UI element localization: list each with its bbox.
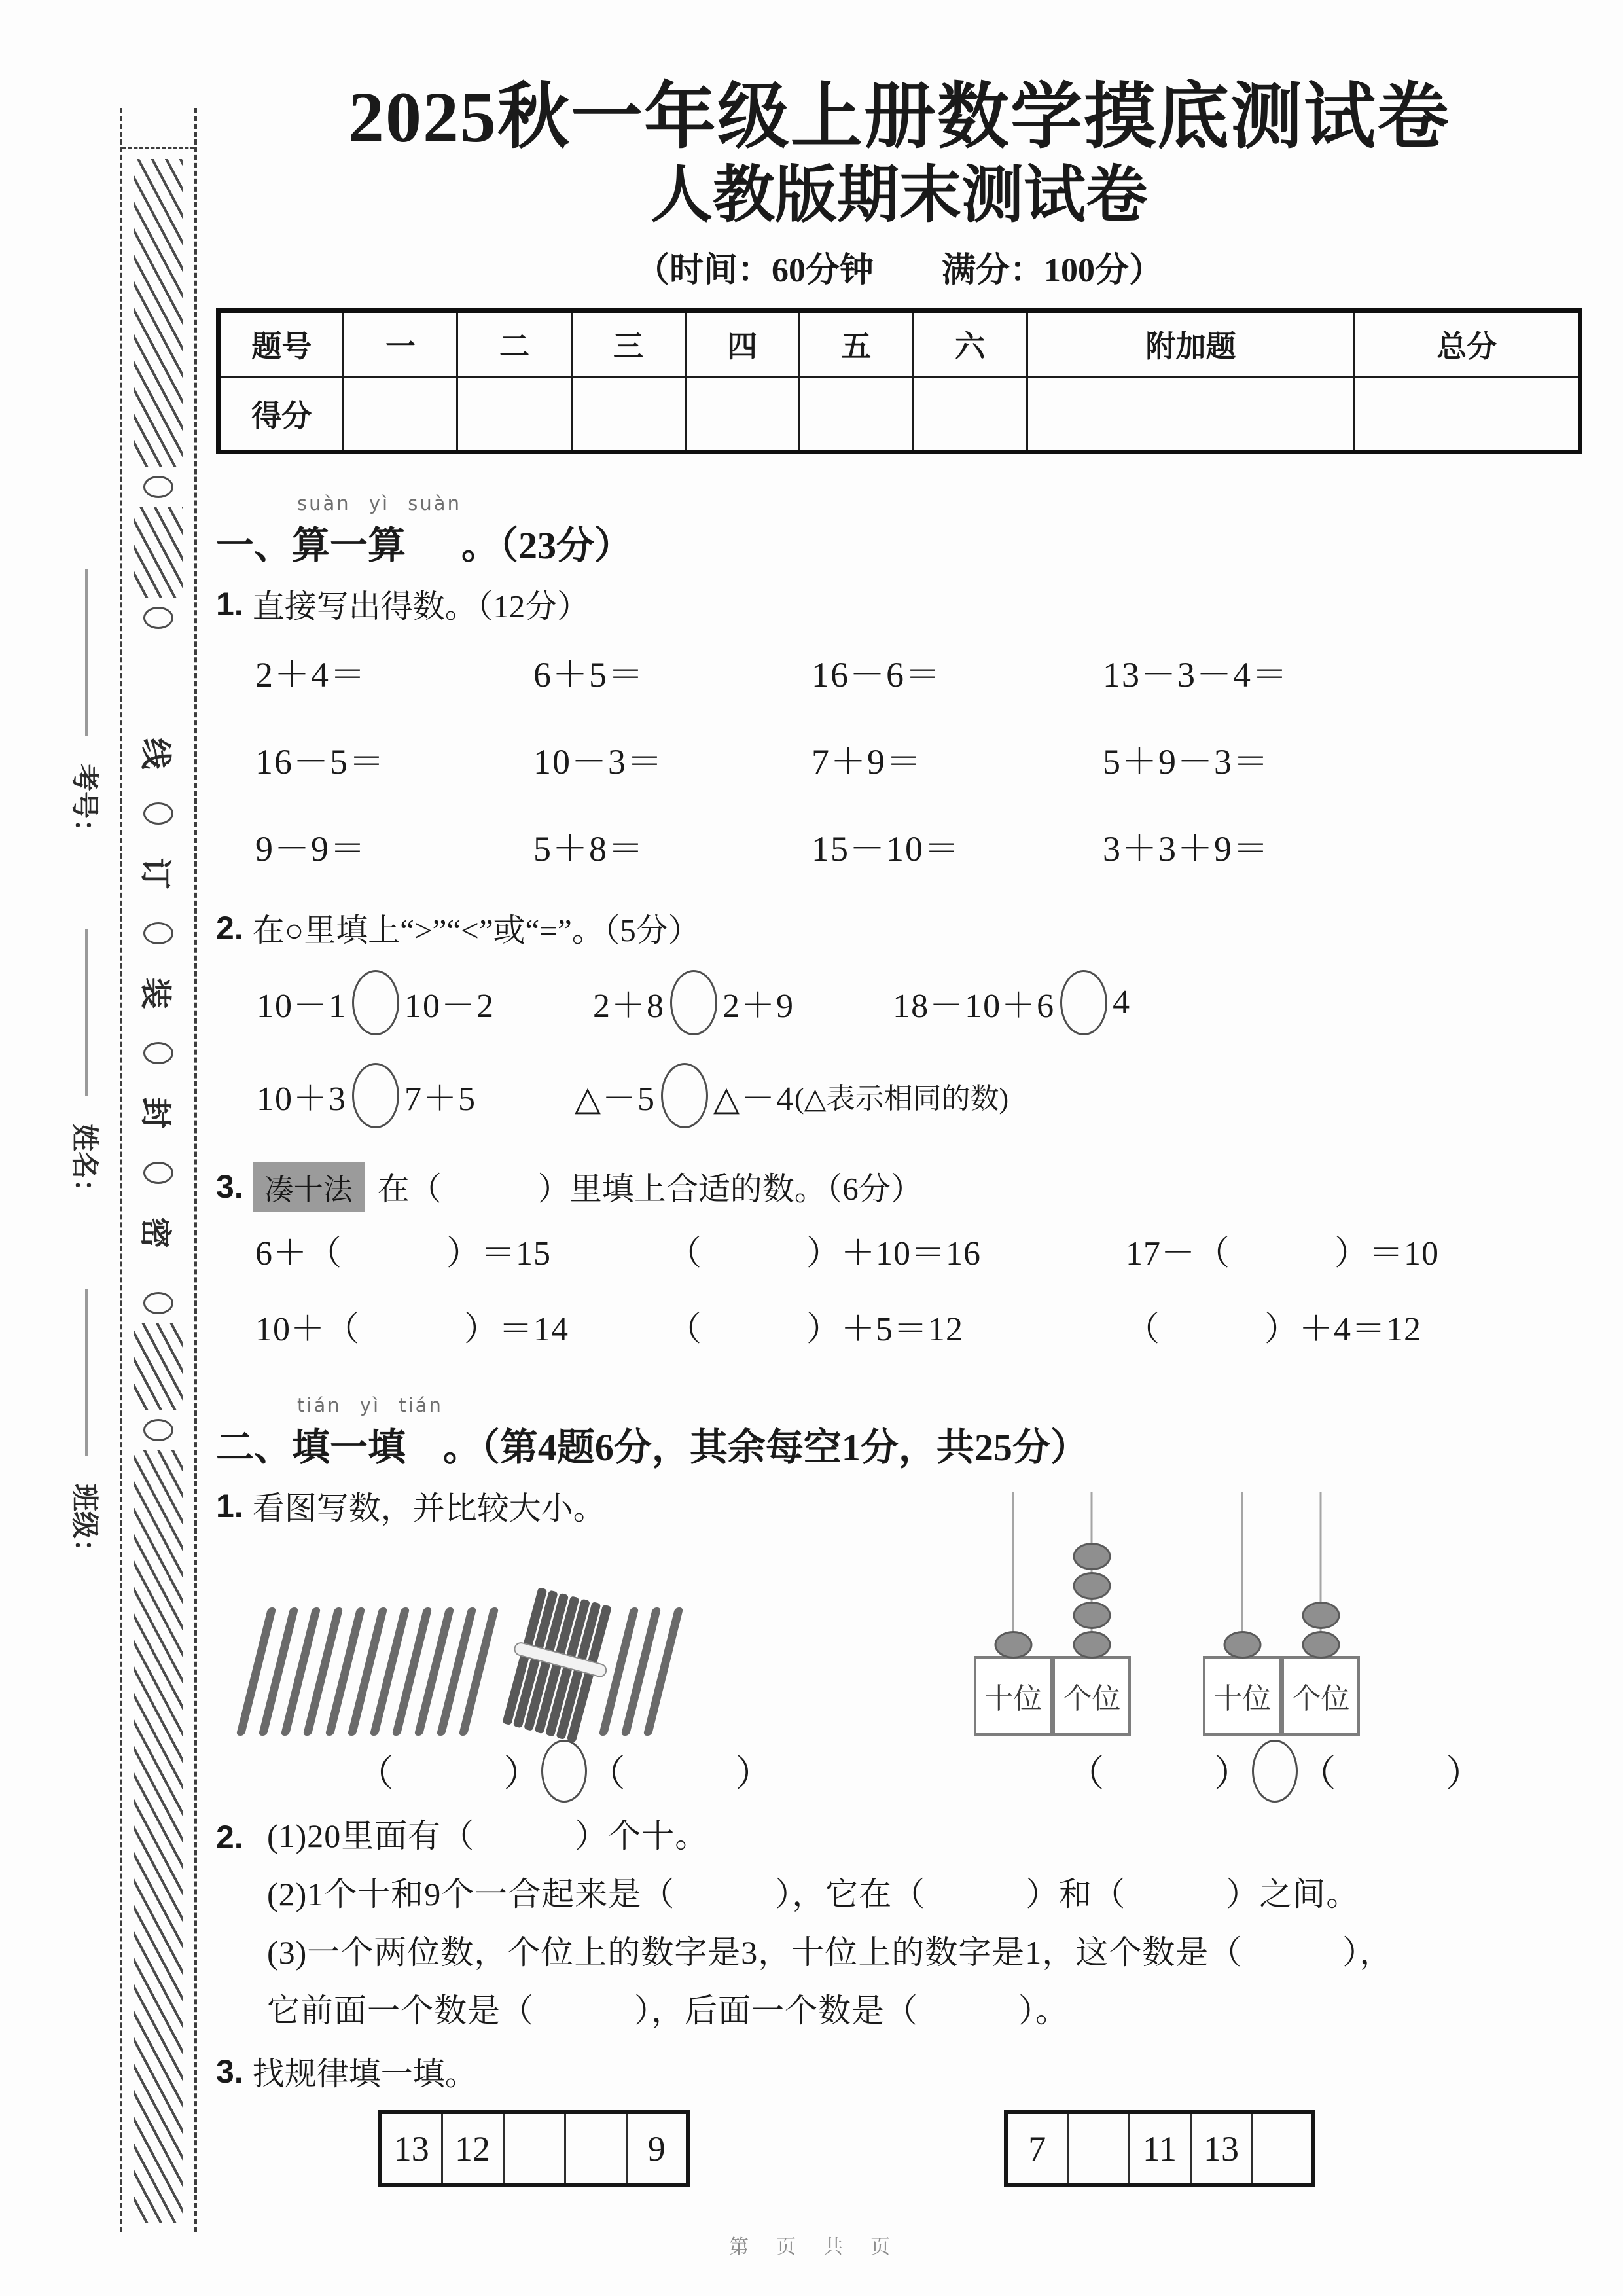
binding-circle: [143, 607, 173, 629]
bundle-group: [519, 1595, 668, 1736]
abacus-rod: [1091, 1492, 1093, 1659]
compare-circle: [541, 1740, 587, 1803]
score-header-cell: 四: [685, 310, 799, 377]
binding-line-strip: [120, 108, 197, 2232]
abacus-bead: [1223, 1631, 1261, 1659]
binding-char: 线: [137, 738, 173, 770]
score-header-cell: 二: [457, 310, 571, 377]
compare-right-expression: △－4: [713, 1081, 795, 1119]
score-empty-cell: [1027, 377, 1355, 452]
abacus: [974, 1656, 1131, 1736]
sequence-cell: [1067, 2112, 1129, 2185]
loose-sticks-group: [252, 1607, 483, 1736]
compare-right-expression: 7＋5: [404, 1081, 477, 1119]
compare-item: [593, 970, 794, 1035]
score-table: [216, 308, 1582, 454]
question-text: 直接写出得数。（12分）: [252, 588, 590, 624]
sequence-row: [380, 2112, 688, 2185]
abacus-rod: [1320, 1492, 1322, 1659]
sticks-images: [216, 1539, 913, 1736]
sequence-row: [1006, 2112, 1313, 2185]
abacus-place-cell: [1052, 1656, 1131, 1736]
question-number: 3.: [216, 1168, 243, 1206]
figure-row: [216, 1539, 1582, 1803]
abacus-place-cell: [974, 1656, 1052, 1736]
score-header-cell: 总分: [1355, 310, 1580, 377]
compare-right-expression: 10－2: [404, 988, 495, 1026]
margin-field: [60, 569, 113, 847]
paper-content: [216, 0, 1582, 2187]
abacus-place-cell: [1203, 1656, 1281, 1736]
arith-expression: 16－5＝: [255, 742, 385, 781]
arith-expression: 10－3＝: [533, 742, 664, 781]
fill-blank-lines: [267, 1816, 1582, 2032]
answer-circle: [1060, 970, 1107, 1035]
field-label: 班级：: [69, 1483, 99, 1567]
section1-number: 一、: [216, 524, 293, 567]
binding-circle: [143, 1162, 173, 1184]
abacus-place-label: 十位: [984, 1682, 1043, 1715]
score-value-row: [219, 377, 1580, 452]
binding-hatch: [134, 507, 183, 598]
field-write-line: [85, 1289, 88, 1456]
binding-text: [137, 717, 174, 1270]
sequence-cell: 13: [1190, 2112, 1252, 2185]
abacus-bead: [1073, 1543, 1111, 1570]
sequence-cell: 7: [1006, 2112, 1067, 2185]
section2-tail: 。（第4题6分，其余每空1分，共25分）: [442, 1426, 1088, 1469]
fill-expression: （ ）＋5＝12: [668, 1311, 964, 1349]
binding-circle: [143, 922, 173, 944]
s2-question2: [216, 1816, 1582, 2032]
question-number: 3.: [216, 2053, 243, 2090]
binding-circle: [143, 1042, 173, 1064]
section2-pinyin: tián yì tián: [297, 1393, 443, 1416]
page-title: 2025秋一年级上册数学摸底测试卷: [348, 77, 1450, 157]
fill-expression: 6＋（ ）＝15: [255, 1235, 552, 1273]
score-empty-cell: [571, 377, 685, 452]
fill-blank-line: (1)20里面有（ ）个十。: [267, 1817, 709, 1854]
abacus-place-label: 十位: [1213, 1682, 1272, 1715]
score-header-cell: 五: [799, 310, 913, 377]
abacus-figure-column: [967, 1539, 1582, 1803]
question-number: 2.: [216, 909, 243, 946]
binding-circle: [143, 802, 173, 825]
binding-char: 封: [137, 1097, 173, 1129]
s2-question3-heading: [216, 2049, 1582, 2094]
answer-circle: [661, 1063, 708, 1128]
fill-blank-line: (2)1个十和9个一合起来是（ ），它在（ ）和（ ）之间。: [267, 1875, 1360, 1912]
score-empty-cell: [799, 377, 913, 452]
binding-circle: [143, 1292, 173, 1314]
abacus-bead: [1073, 1631, 1111, 1659]
section2-number: 二、: [216, 1426, 293, 1469]
arith-expression: 13－3－4＝: [1103, 655, 1289, 694]
binding-char: 装: [137, 977, 173, 1009]
binding-char: 密: [137, 1217, 173, 1249]
answer-blank: （ ）: [357, 1753, 541, 1795]
loose-sticks-small-group: [615, 1607, 668, 1736]
section2-word-wrap: [292, 1394, 443, 1471]
answer-blank: （ ）: [1067, 1753, 1251, 1795]
sequence-table: [1004, 2110, 1315, 2187]
fill-expression: 10＋（ ）＝14: [255, 1311, 569, 1349]
abacus-images: [967, 1539, 1582, 1736]
question-number: 2.: [216, 1818, 243, 1856]
abacus-bead: [1073, 1602, 1111, 1629]
fill-expression: （ ）＋4＝12: [1126, 1311, 1422, 1349]
section1-heading: [216, 492, 1582, 569]
arith-expression: 7＋9＝: [812, 742, 923, 781]
abacus-bead: [1302, 1602, 1340, 1629]
field-label: 姓名：: [69, 1123, 99, 1207]
question-number: 1.: [216, 1487, 243, 1524]
question-number: 1.: [216, 585, 243, 622]
compare-left-expression: 18－10＋6: [893, 988, 1056, 1026]
fill-row: [216, 1225, 1582, 1275]
score-header-cell: 题号: [219, 310, 344, 377]
binding-top-box: [122, 108, 194, 149]
sequence-cell: 9: [626, 2112, 688, 2185]
compare-item: [257, 970, 495, 1035]
arith-expression: 2＋4＝: [255, 655, 366, 694]
exam-meta: （时间：60分钟 满分：100分）: [635, 251, 1163, 289]
binding-circle: [143, 476, 173, 498]
binding-hatch: [134, 1450, 183, 2223]
score-header-cell: 附加题: [1027, 310, 1355, 377]
score-empty-cell: [913, 377, 1027, 452]
abacus-rod: [1012, 1492, 1014, 1659]
compare-left-expression: 2＋8: [593, 988, 666, 1026]
field-write-line: [85, 569, 88, 736]
sequence-cell: [503, 2112, 565, 2185]
binding-hatch: [134, 159, 183, 467]
compare-item: [257, 1063, 476, 1128]
answer-circle: [352, 1063, 399, 1128]
binding-hatch: [134, 1323, 183, 1410]
score-empty-cell: [1355, 377, 1580, 452]
score-header-cell: 一: [344, 310, 457, 377]
margin-field: [60, 1289, 113, 1567]
compare-note: (△表示相同的数): [794, 1082, 1009, 1115]
section1-pinyin: suàn yì suàn: [297, 492, 461, 514]
page-subtitle: 人教版期末测试卷: [650, 160, 1148, 230]
sequence-table: [378, 2110, 690, 2187]
arith-expression: 16－6＝: [812, 655, 942, 694]
sequence-cell: [1252, 2112, 1313, 2185]
section1-word-wrap: [292, 492, 461, 569]
abacus-compare-blanks: [967, 1740, 1582, 1803]
score-header-cell: 六: [913, 310, 1027, 377]
student-info-fields: [60, 0, 113, 2296]
question-text: 找规律填一填。: [252, 2055, 477, 2092]
score-header-cell: 三: [571, 310, 685, 377]
field-label: 考号：: [69, 763, 99, 847]
sticks-compare-blanks: [216, 1740, 913, 1803]
score-row-label: 得分: [219, 377, 344, 452]
comparison-rows: [216, 956, 1582, 1142]
answer-circle: [670, 970, 717, 1035]
sequence-cell: 13: [380, 2112, 442, 2185]
score-empty-cell: [457, 377, 571, 452]
score-empty-cell: [685, 377, 799, 452]
compare-item: [575, 1063, 1008, 1128]
arith-expression: 9－9＝: [255, 829, 366, 869]
arith-expression: 15－10＝: [812, 829, 961, 869]
sequence-cell: 12: [442, 2112, 503, 2185]
page-footer: 第 页 共 页: [729, 2236, 894, 2258]
fill-blank-line: 它前面一个数是（ ），后面一个数是（ ）。: [267, 1992, 1069, 2029]
answer-circle: [352, 970, 399, 1035]
stick-bundle: [502, 1587, 615, 1743]
abacus-bead: [1302, 1631, 1340, 1659]
abacus-place-label: 个位: [1063, 1682, 1121, 1715]
fill-expression: 17－（ ）＝10: [1126, 1235, 1440, 1273]
sequence-cell: 11: [1129, 2112, 1190, 2185]
fill-expression: （ ）＋10＝16: [668, 1235, 982, 1273]
question-text: 在（ ）里填上合适的数。（6分）: [377, 1171, 923, 1208]
section2-word: 填一填: [292, 1426, 406, 1469]
score-header-row: [219, 310, 1580, 377]
fill-row: [216, 1301, 1582, 1351]
compare-circle: [1252, 1740, 1298, 1803]
binding-circle: [143, 1419, 173, 1441]
abacus: [1203, 1656, 1360, 1736]
sequence-cell: [565, 2112, 626, 2185]
arith-expression: 5＋8＝: [533, 829, 645, 869]
arith-expression: 5＋9－3＝: [1103, 742, 1270, 781]
answer-blank: （ ）: [588, 1753, 772, 1795]
sticks-figure-column: [216, 1539, 913, 1803]
arithmetic-grid: [216, 647, 1582, 871]
compare-left-expression: 10－1: [257, 988, 348, 1026]
s2-question1-heading: [216, 1483, 1582, 1529]
binding-char: 订: [137, 857, 173, 889]
s1-question3-heading: [216, 1162, 1582, 1212]
section1-word: 算一算: [292, 524, 406, 567]
fill-blank-line: (3)一个两位数，个位上的数字是3，十位上的数字是1，这个数是（ ），: [267, 1933, 1393, 1971]
field-write-line: [85, 929, 88, 1096]
abacus-place-label: 个位: [1292, 1682, 1350, 1715]
compare-left-expression: △－5: [575, 1081, 656, 1119]
compare-left-expression: 10＋3: [257, 1081, 348, 1119]
abacus-rod: [1241, 1492, 1243, 1659]
margin-field: [60, 929, 113, 1207]
section2-heading: [216, 1394, 1582, 1471]
compare-right-expression: 4: [1113, 984, 1132, 1022]
question-text: 在○里填上“>”“<”或“=”。（5分）: [252, 912, 700, 948]
arith-expression: 6＋5＝: [533, 655, 645, 694]
fill-equation-rows: [216, 1225, 1582, 1351]
abacus-bead: [994, 1631, 1032, 1659]
compare-row: [216, 956, 1582, 1049]
abacus-place-cell: [1281, 1656, 1360, 1736]
abacus-bead: [1073, 1572, 1111, 1600]
sequence-tables: [216, 2110, 1582, 2187]
question-text: 看图写数，并比较大小。: [252, 1490, 605, 1526]
score-empty-cell: [344, 377, 457, 452]
s1-question1-heading: [216, 581, 1582, 627]
compare-row: [216, 1049, 1582, 1142]
compare-item: [893, 970, 1131, 1035]
method-tag: 凑十法: [253, 1162, 365, 1212]
compare-right-expression: 2＋9: [722, 988, 795, 1026]
answer-blank: （ ）: [1299, 1753, 1483, 1795]
s1-question2-heading: [216, 905, 1582, 951]
arith-expression: 3＋3＋9＝: [1103, 829, 1270, 869]
section1-tail: 。（23分）: [461, 524, 632, 567]
